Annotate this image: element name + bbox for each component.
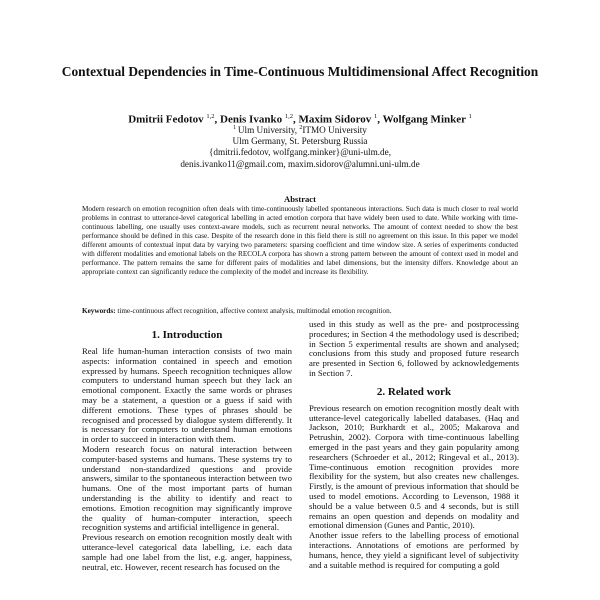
left-column (82, 320, 292, 600)
intro-paragraph-2: Modern research focus on natural interaction between computer-based systems and humans. These systems try to understand non-standardized questions and provide answers, similar to the spontaneous interaction between two humans. One of the most important parts of human understanding is the ability to identify and react to emotions. Emotion recognition may significantly improve the quality of human-computer interaction, speech recognition systems and artificial intelligence in general. (82, 443, 292, 533)
author-separator: , (292, 113, 299, 126)
affiliation-1: Ulm University, (237, 125, 300, 136)
affiliations (40, 123, 560, 170)
intro-paragraph-3: Previous research on emotion recognition mostly dealt with utterance-level categorical data labelling, i.e. each data sample had one label from the list, e.g. anger, happiness, neutral, etc. However, recent research has focused on the (82, 532, 292, 572)
keywords-text: time-continuous affect recognition, affective context analysis, multimodal emotion recognition. (115, 307, 392, 315)
related-paragraph-2: Another issue refers to the labelling process of emotional interactions. Annotations of emotions are performed by humans, hence, they yield a significant level of subjectivity and a suitable method is required for computing a gold (309, 530, 519, 570)
author-affiliation-sup: 1 (468, 113, 472, 120)
locations: Ulm Germany, St. Petersburg Russia (232, 136, 368, 147)
author-affiliation-sup: 1 (374, 113, 378, 120)
author-name: Denis Ivanko (220, 113, 285, 126)
affiliation-sup-1: 1 (233, 125, 237, 131)
keywords-label: Keywords: (82, 307, 116, 315)
affiliation-2: ITMO University (302, 125, 367, 136)
abstract-heading: Abstract (284, 194, 316, 204)
author-name: Dmitrii Fedotov (128, 113, 207, 126)
author-affiliation-sup: 1,2 (206, 113, 215, 120)
emails-line-2: denis.ivanko11@gmail.com, maxim.sidorov@alumni.uni-ulm.de (180, 158, 420, 169)
intro-paragraph-1: Real life human-human interaction consists of two main aspects: information contained in speech and emotion expressed by humans. Speech recognition techniques allow computers to understand human speech but they lack an emotional component. Exactly the same words or phrases may be a statement, a question or a guess if said with different emotions. These types of phrases should be recognised and processed by dialogue system differently. It is necessary for computers to understand human emotions in order to succeed in interaction with them. (82, 346, 292, 445)
author-separator: , (214, 113, 221, 126)
author-name: Maxim Sidorov (298, 113, 375, 126)
keywords (82, 307, 518, 316)
affiliation-sup-2: 2 (299, 125, 303, 131)
author-name: Wolfgang Minker (382, 113, 469, 126)
author-separator: , (377, 113, 383, 126)
related-paragraph-1: Previous research on emotion recognition mostly dealt with utterance-level categorically labelled databases. (Haq and Jackson, 2010; Burkhardt et al., 2005; Makarova and Petrushin, 2002). Corpora with time-continuous labelling emerged in the past years and they gain popularity among researchers (Schroeder et al., 2012; Ringeval et al., 2013). Time-continuous emotion recognition provides more flexibility for the system, but also creates new challenges. Firstly, is the amount of previous information that should be used to model emotions. According to Levenson, 1988 it should be a value between 0.5 and 4 seconds, but is still remains an open question and depends on modality and emotional dimension (Gunes and Pantic, 2010). (309, 402, 519, 531)
right-column (309, 320, 519, 600)
affiliation-line (40, 123, 560, 136)
abstract-text: Modern research on emotion recognition often deals with time-continuously labelled spontaneous interactions. Such data is much closer to real world problems in contrast to utterance-level categorical labelling in acted emotion corpora that have widely been used to date. While working with time-continuous labelling, one usually uses context-aware models, such as recurrent neural networks. The amount of context needed to show the best performance should be defined in this case. Despite of the research done in this field there is still no agreement on this issue. In this paper we model different amounts of contextual input data by varying two parameters: sparsing coefficient and time window size. A series of experiments conducted with different modalities and emotional labels on the RECOLA corpora has shown a strong pattern between the amount of context used in model and performance. The pattern remains the same for different pairs of modalities and label dimensions, but the intensity differs. Knowledge about an appropriate context can significantly reduce the complexity of the model and increase its flexibility. (82, 205, 518, 276)
author-affiliation-sup: 1,2 (284, 113, 293, 120)
intro-heading: 1. Introduction (151, 329, 223, 341)
emails-line-1: {dmitrii.fedotov, wolfgang.minker}@uni-ulm.de, (208, 147, 392, 158)
right-paragraph-0: used in this study as well as the pre- and postprocessing procedures; in Section 4 the methodology used is described; in Section 5 experimental results are shown and analysed; conclusions from this study and proposed future research are presented in Section 6, followed by acknowledgements in Section 7. (309, 320, 519, 378)
related-heading: 2. Related work (376, 385, 452, 398)
paper-title: Contextual Dependencies in Time-Continuous Multidimensional Affect Recognition (61, 64, 539, 79)
